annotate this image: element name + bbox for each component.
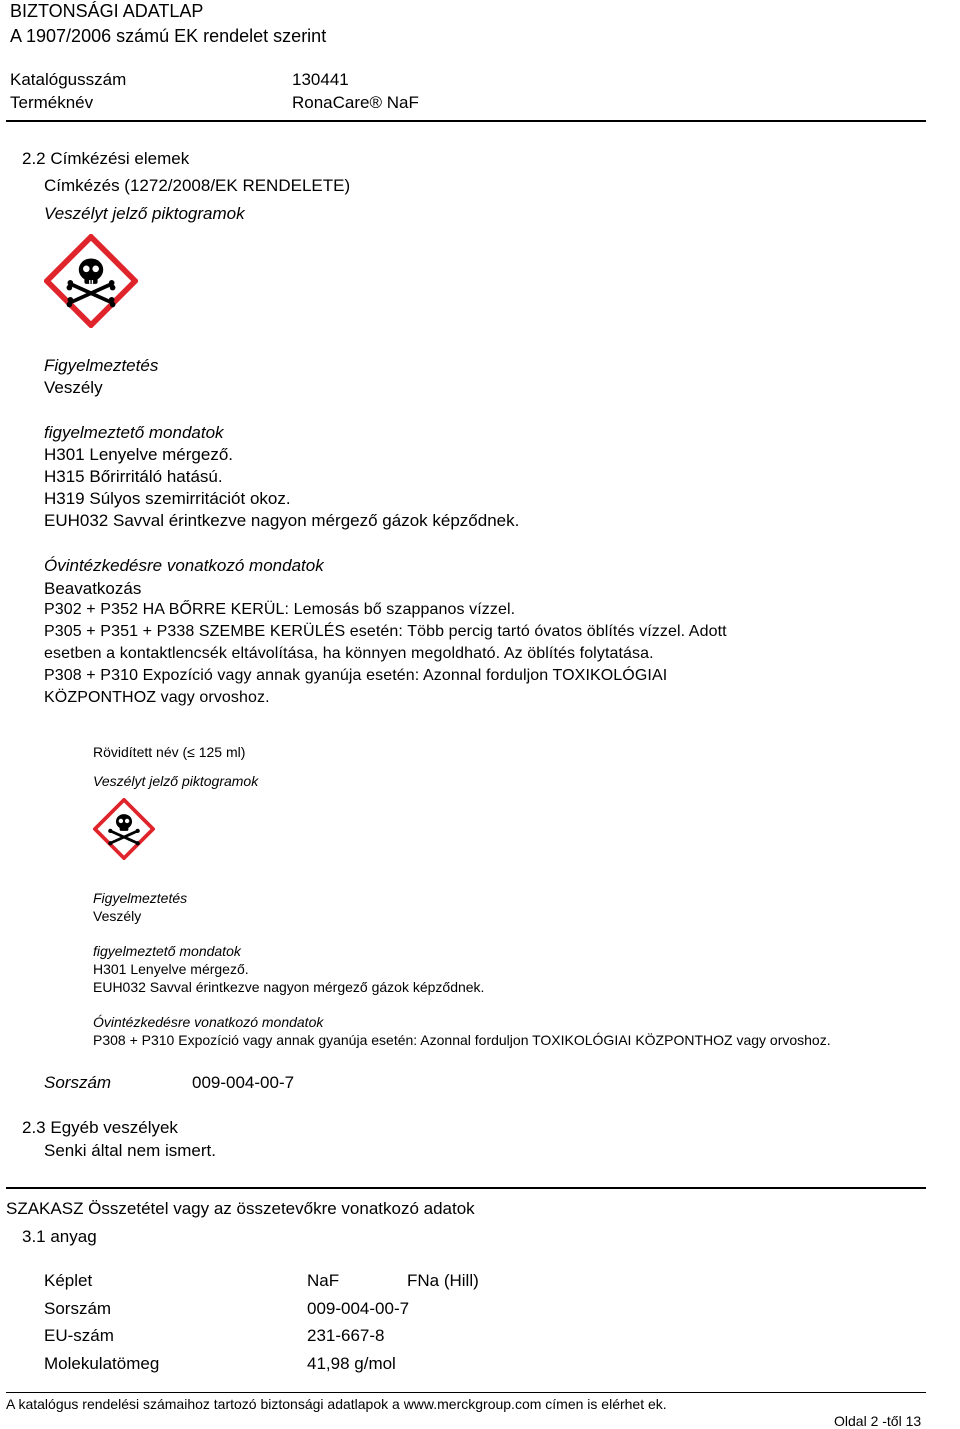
ec-number-label: EU-szám (44, 1326, 114, 1345)
document-subtitle: A 1907/2006 számú EK rendelet szerint (10, 26, 327, 46)
formula-label: Képlet (44, 1271, 93, 1290)
precaution-line: KÖZPONTHOZ vagy orvoshoz. (44, 689, 270, 706)
ec-number-value: 231-667-8 (307, 1326, 385, 1345)
precaution-line: esetben a kontaktlencsék eltávolítása, ha könnyen megoldható. Az öblítés folytatása. (44, 645, 654, 662)
catalog-value: 130441 (292, 70, 349, 89)
section-2-3-heading: 2.3 Egyéb veszélyek (22, 1118, 178, 1137)
precaution-line: P305 + P351 + P338 SZEMBE KERÜLÉS esetén: Több percig tartó óvatos öblítés vízzel. Adott (44, 623, 727, 640)
index-number-value: 009-004-00-7 (307, 1299, 410, 1318)
short-hazard-label: figyelmeztető mondatok (93, 943, 241, 959)
footer-divider (6, 1392, 926, 1393)
header-divider (6, 120, 926, 122)
hazard-statement: EUH032 Savval érintkezve nagyon mérgező gázok képződnek. (44, 511, 520, 530)
regulation-text: Címkézés (1272/2008/EK RENDELETE) (44, 176, 351, 195)
precaution-label: Óvintézkedésre vonatkozó mondatok (44, 556, 324, 575)
section-3-divider (6, 1187, 926, 1189)
pictogram-label: Veszélyt jelző piktogramok (44, 204, 245, 223)
hazard-statement: H315 Bőrirritáló hatású. (44, 467, 223, 486)
molar-mass-value: 41,98 g/mol (307, 1354, 396, 1373)
short-precaution-label: Óvintézkedésre vonatkozó mondatok (93, 1014, 324, 1030)
index-value: 009-004-00-7 (192, 1073, 295, 1092)
index-label: Sorszám (44, 1073, 112, 1092)
formula-value: NaF (307, 1271, 340, 1290)
signal-word-value: Veszély (44, 378, 103, 397)
signal-word-label: Figyelmeztetés (44, 356, 159, 375)
short-precaution-line: P308 + P310 Expozíció vagy annak gyanúja esetén: Azonnal forduljon TOXIKOLÓGIAI KÖZPONTHOZ vagy orvoshoz. (93, 1032, 831, 1048)
skull-crossbones-small-icon (93, 798, 155, 860)
product-value: RonaCare® NaF (292, 93, 419, 112)
catalog-label: Katalógusszám (10, 70, 127, 89)
short-label-heading: Rövidített név (≤ 125 ml) (93, 744, 246, 760)
formula-hill: FNa (Hill) (407, 1271, 479, 1290)
footer-note: A katalógus rendelési számaihoz tartozó biztonsági adatlapok a www.merckgroup.com címen is elérhet ek. (6, 1396, 667, 1412)
hazard-statement: H301 Lenyelve mérgező. (44, 445, 234, 464)
section-3-1-subheading: 3.1 anyag (22, 1227, 97, 1246)
short-signal-label: Figyelmeztetés (93, 890, 188, 906)
section-2-2-heading: 2.2 Címkézési elemek (22, 149, 190, 168)
short-signal-value: Veszély (93, 908, 142, 924)
precaution-line: P302 + P352 HA BŐRRE KERÜL: Lemosás bő szappanos vízzel. (44, 601, 516, 618)
molar-mass-label: Molekulatömeg (44, 1354, 160, 1373)
skull-crossbones-icon (44, 234, 138, 328)
hazard-statements-label: figyelmeztető mondatok (44, 423, 224, 442)
short-hazard-statement: EUH032 Savval érintkezve nagyon mérgező gázok képződnek. (93, 979, 485, 995)
precaution-line: P308 + P310 Expozíció vagy annak gyanúja esetén: Azonnal forduljon TOXIKOLÓGIAI (44, 667, 668, 684)
index-number-label: Sorszám (44, 1299, 112, 1318)
hazard-statement: H319 Súlyos szemirritációt okoz. (44, 489, 291, 508)
short-pictogram-label: Veszélyt jelző piktogramok (93, 773, 259, 789)
precaution-subheading: Beavatkozás (44, 579, 142, 598)
section-2-3-text: Senki által nem ismert. (44, 1141, 216, 1160)
section-3-heading: SZAKASZ Összetétel vagy az összetevőkre vonatkozó adatok (6, 1199, 475, 1218)
document-title: BIZTONSÁGI ADATLAP (10, 1, 204, 21)
short-hazard-statement: H301 Lenyelve mérgező. (93, 961, 249, 977)
product-label: Terméknév (10, 93, 94, 112)
page-number: Oldal 2 -től 13 (834, 1413, 922, 1429)
